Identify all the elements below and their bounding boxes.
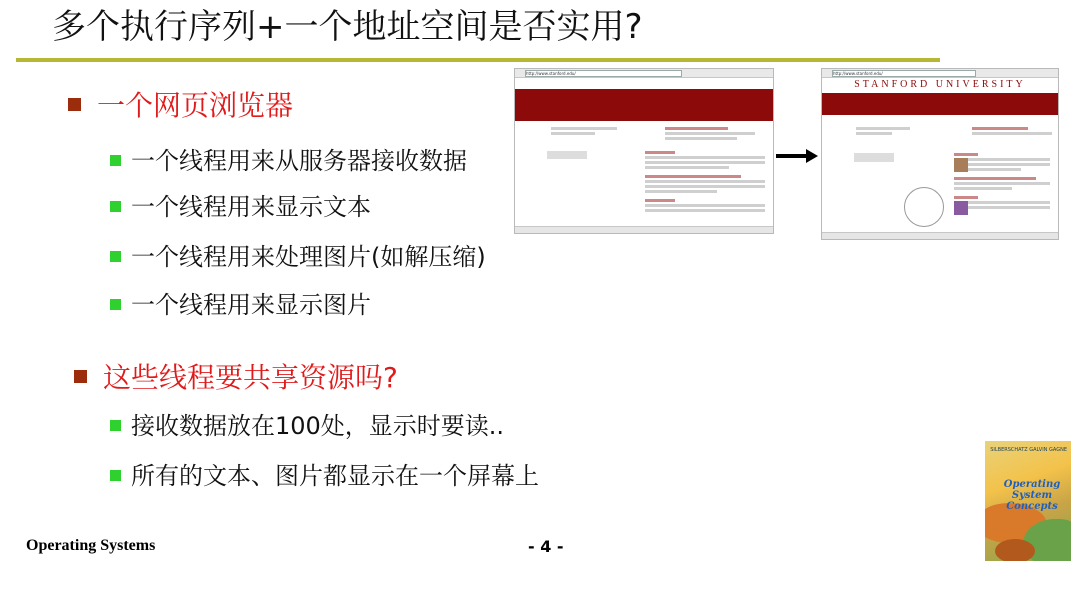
bullet-square-icon (68, 98, 81, 111)
title-underline (16, 58, 940, 62)
link-list (972, 125, 1052, 137)
status-bar (515, 226, 773, 233)
header-banner (515, 89, 773, 121)
bullet-square-icon (74, 370, 87, 383)
section-heading-browser (68, 88, 293, 124)
bullet-square-icon (110, 420, 121, 431)
bullet-square-icon (110, 470, 121, 481)
event-photo (954, 201, 968, 215)
list-item (110, 460, 539, 492)
list-item-text: 所有的文本、图片都显示在一个屏幕上 (131, 462, 539, 490)
footer-course-name: Operating Systems (26, 537, 156, 554)
list-item (110, 289, 371, 321)
news-photo (954, 158, 968, 172)
book-title: Operating System Concepts (1003, 479, 1061, 512)
news-column (645, 149, 765, 214)
search-area (856, 125, 946, 137)
list-item-text: 一个线程用来从服务器接收数据 (131, 147, 467, 175)
section-heading-text: 一个网页浏览器 (97, 89, 294, 122)
slide-title: 多个执行序列+一个地址空间是否实用? (52, 7, 643, 47)
news-column (954, 151, 1050, 215)
address-bar (822, 69, 1058, 78)
dinosaur-illustration (995, 539, 1035, 561)
link-list (665, 125, 755, 142)
header-banner (822, 93, 1058, 115)
side-navigation (547, 151, 587, 159)
list-item (110, 241, 486, 273)
list-item (110, 191, 371, 223)
site-banner-title: STANFORD UNIVERSITY (854, 79, 1026, 90)
list-item-text: 一个线程用来处理图片(如解压缩) (131, 243, 486, 271)
bullet-square-icon (110, 299, 121, 310)
list-item-text: 一个线程用来显示文本 (131, 193, 371, 221)
book-cover-image (985, 441, 1071, 561)
address-bar (515, 69, 773, 78)
section-heading-text: 这些线程要共享资源吗? (103, 361, 398, 394)
address-url: http://www.stanford.edu/ (832, 70, 976, 77)
list-item-text: 一个线程用来显示图片 (131, 291, 371, 319)
browser-screenshot-loading (514, 68, 774, 234)
address-url: http://www.stanford.edu/ (525, 70, 682, 77)
bullet-square-icon (110, 201, 121, 212)
browser-screenshot-loaded (821, 68, 1059, 240)
university-seal-icon (904, 187, 944, 227)
footer-page-number: - 4 - (528, 537, 564, 556)
list-item-text: 接收数据放在100处，显示时要读.. (131, 412, 505, 440)
section-heading-sharing (74, 360, 398, 396)
list-item (110, 410, 504, 442)
status-bar (822, 232, 1058, 239)
bullet-square-icon (110, 155, 121, 166)
bullet-square-icon (110, 251, 121, 262)
arrow-head-icon (806, 149, 818, 163)
search-area (551, 125, 661, 137)
book-authors: SILBERSCHATZ GALVIN GAGNE (990, 447, 1067, 453)
arrow-icon (776, 154, 808, 158)
side-navigation (854, 153, 894, 162)
list-item (110, 145, 467, 177)
